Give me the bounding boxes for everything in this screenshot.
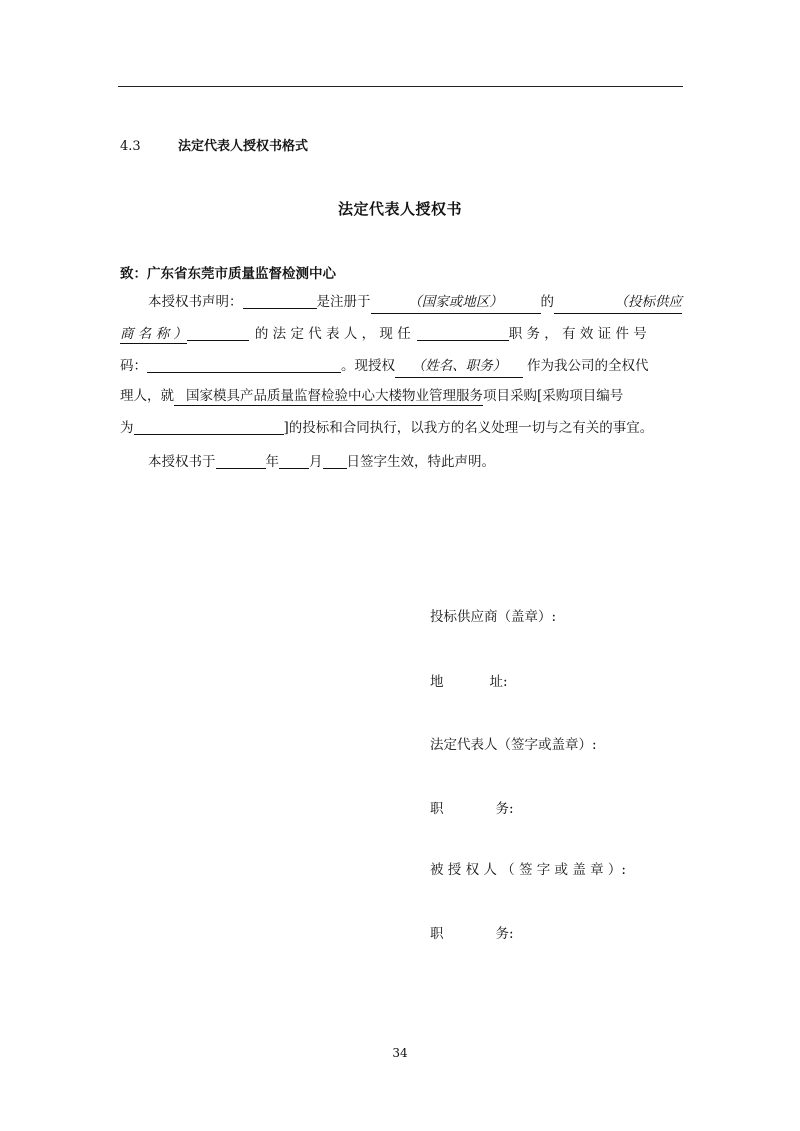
body-line-6 xyxy=(148,452,495,472)
body-text: 项目采购[采购项目编号 xyxy=(483,388,624,404)
section-number: 4.3 xyxy=(120,139,141,154)
body-text: 的 法 定 代 表 人 ， 现 任 xyxy=(254,326,411,342)
signature-position-2 xyxy=(430,922,514,942)
signature-position-1 xyxy=(430,797,514,817)
position-label-end: 务: xyxy=(495,801,514,817)
body-line-5 xyxy=(120,418,653,438)
page-number: 34 xyxy=(392,1046,408,1060)
blank-year[interactable] xyxy=(216,452,266,469)
body-text: 码： xyxy=(120,358,147,374)
position-label-end: 务: xyxy=(495,926,514,942)
name-position-field[interactable]: （姓名、职务） xyxy=(395,356,523,378)
section-heading xyxy=(120,135,308,154)
blank-project-number[interactable] xyxy=(134,418,284,435)
address-label-end: 址: xyxy=(489,674,508,690)
body-text: 日签字生效，特此声明。 xyxy=(346,454,495,470)
body-text: 理人，就 xyxy=(120,388,174,404)
blank-position[interactable] xyxy=(417,324,509,341)
position-label-start: 职 xyxy=(430,926,444,942)
signature-address xyxy=(430,670,508,690)
body-text: 为 xyxy=(120,420,134,436)
project-name: 国家模具产品质量监督检验中心大楼物业管理服务 xyxy=(174,388,483,406)
document-title: 法定代表人授权书 xyxy=(337,200,462,218)
body-text: ]的投标和合同执行，以我方的名义处理一切与之有关的事宜。 xyxy=(283,420,654,436)
blank-bidder-name[interactable] xyxy=(187,324,249,341)
body-text: 本授权书声明： xyxy=(148,294,243,310)
body-text: 本授权书于 xyxy=(148,454,216,470)
bidder-name-field-end[interactable]: 商 名 称 ） xyxy=(120,326,187,342)
signature-legal-rep: 法定代表人（签字或盖章）: xyxy=(430,737,597,753)
country-region-field[interactable]: （国家或地区） xyxy=(371,292,541,314)
body-line-2 xyxy=(120,324,647,344)
position-label-start: 职 xyxy=(430,801,444,817)
addressee: 致：广东省东莞市质量监督检测中心 xyxy=(120,266,336,282)
body-text: 作为我公司的全权代 xyxy=(527,358,649,374)
blank-company-name[interactable] xyxy=(243,292,317,309)
bidder-name-field-start[interactable]: （投标供应 xyxy=(554,292,682,314)
body-text: 年 xyxy=(265,454,279,470)
body-line-3 xyxy=(120,356,649,378)
blank-month[interactable] xyxy=(279,452,309,469)
body-text: 月 xyxy=(309,454,323,470)
signature-bidder: 投标供应商（盖章）: xyxy=(430,609,557,625)
header-rule xyxy=(118,86,683,87)
address-label-start: 地 xyxy=(430,674,444,690)
body-text: 的 xyxy=(540,294,554,310)
body-text: 。现授权 xyxy=(341,358,395,374)
section-title: 法定代表人授权书格式 xyxy=(178,139,309,154)
body-text: 是注册于 xyxy=(316,294,371,310)
body-line-1 xyxy=(148,292,682,314)
signature-authorized-person: 被 授 权 人 （ 签 字 或 盖 章 ）: xyxy=(430,862,626,878)
body-text: 职 务 ， 有 效 证 件 号 xyxy=(508,326,647,342)
body-line-4 xyxy=(120,386,623,406)
blank-id-number[interactable] xyxy=(147,356,341,373)
blank-day[interactable] xyxy=(323,452,347,469)
